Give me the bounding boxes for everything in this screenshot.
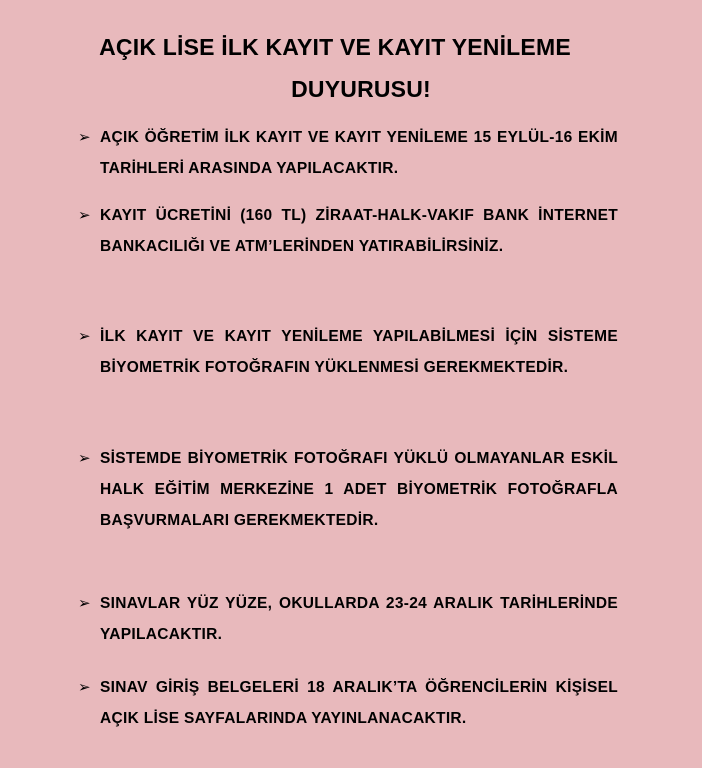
list-item — [78, 122, 618, 184]
arrow-bullet-icon: ➢ — [78, 450, 91, 467]
list-item-text: AÇIK ÖĞRETİM İLK KAYIT VE KAYIT YENİLEME 15 EYLÜL-16 EKİM TARİHLERİ ARASINDA YAPILACAKTIR. — [100, 129, 618, 177]
list-item-text: KAYIT ÜCRETİNİ (160 TL) ZİRAAT-HALK-VAKIF BANK İNTERNET BANKACILIĞI VE ATM’LERİNDEN YATIRABİLİRSİNİZ. — [100, 207, 618, 255]
page-title — [0, 26, 702, 110]
list-item-text: SINAV GİRİŞ BELGELERİ 18 ARALIK’TA ÖĞRENCİLERİN KİŞİSEL AÇIK LİSE SAYFALARINDA YAYINLANACAKTIR. — [100, 679, 618, 727]
arrow-bullet-icon: ➢ — [78, 679, 91, 696]
arrow-bullet-icon: ➢ — [78, 328, 91, 345]
arrow-bullet-icon: ➢ — [78, 207, 91, 224]
list-item-text: SİSTEMDE BİYOMETRİK FOTOĞRAFI YÜKLÜ OLMAYANLAR ESKİL HALK EĞİTİM MERKEZİNE 1 ADET BİYOMETRİK FOTOĞRAFLA BAŞVURMALARI GEREKMEKTEDİR. — [100, 450, 618, 529]
list-item — [78, 588, 618, 650]
list-item — [78, 672, 618, 734]
list-item-text: SINAVLAR YÜZ YÜZE, OKULLARDA 23-24 ARALIK TARİHLERİNDE YAPILACAKTIR. — [100, 595, 618, 643]
list-item — [78, 443, 618, 536]
title-line-1: AÇIK LİSE İLK KAYIT VE KAYIT YENİLEME — [99, 34, 571, 60]
list-item-text: İLK KAYIT VE KAYIT YENİLEME YAPILABİLMESİ İÇİN SİSTEME BİYOMETRİK FOTOĞRAFIN YÜKLENMESİ GEREKMEKTEDİR. — [100, 328, 618, 376]
list-item — [78, 321, 618, 383]
arrow-bullet-icon: ➢ — [78, 129, 91, 146]
arrow-bullet-icon: ➢ — [78, 595, 91, 612]
title-line-2: DUYURUSU! — [291, 76, 431, 102]
list-item — [78, 200, 618, 262]
